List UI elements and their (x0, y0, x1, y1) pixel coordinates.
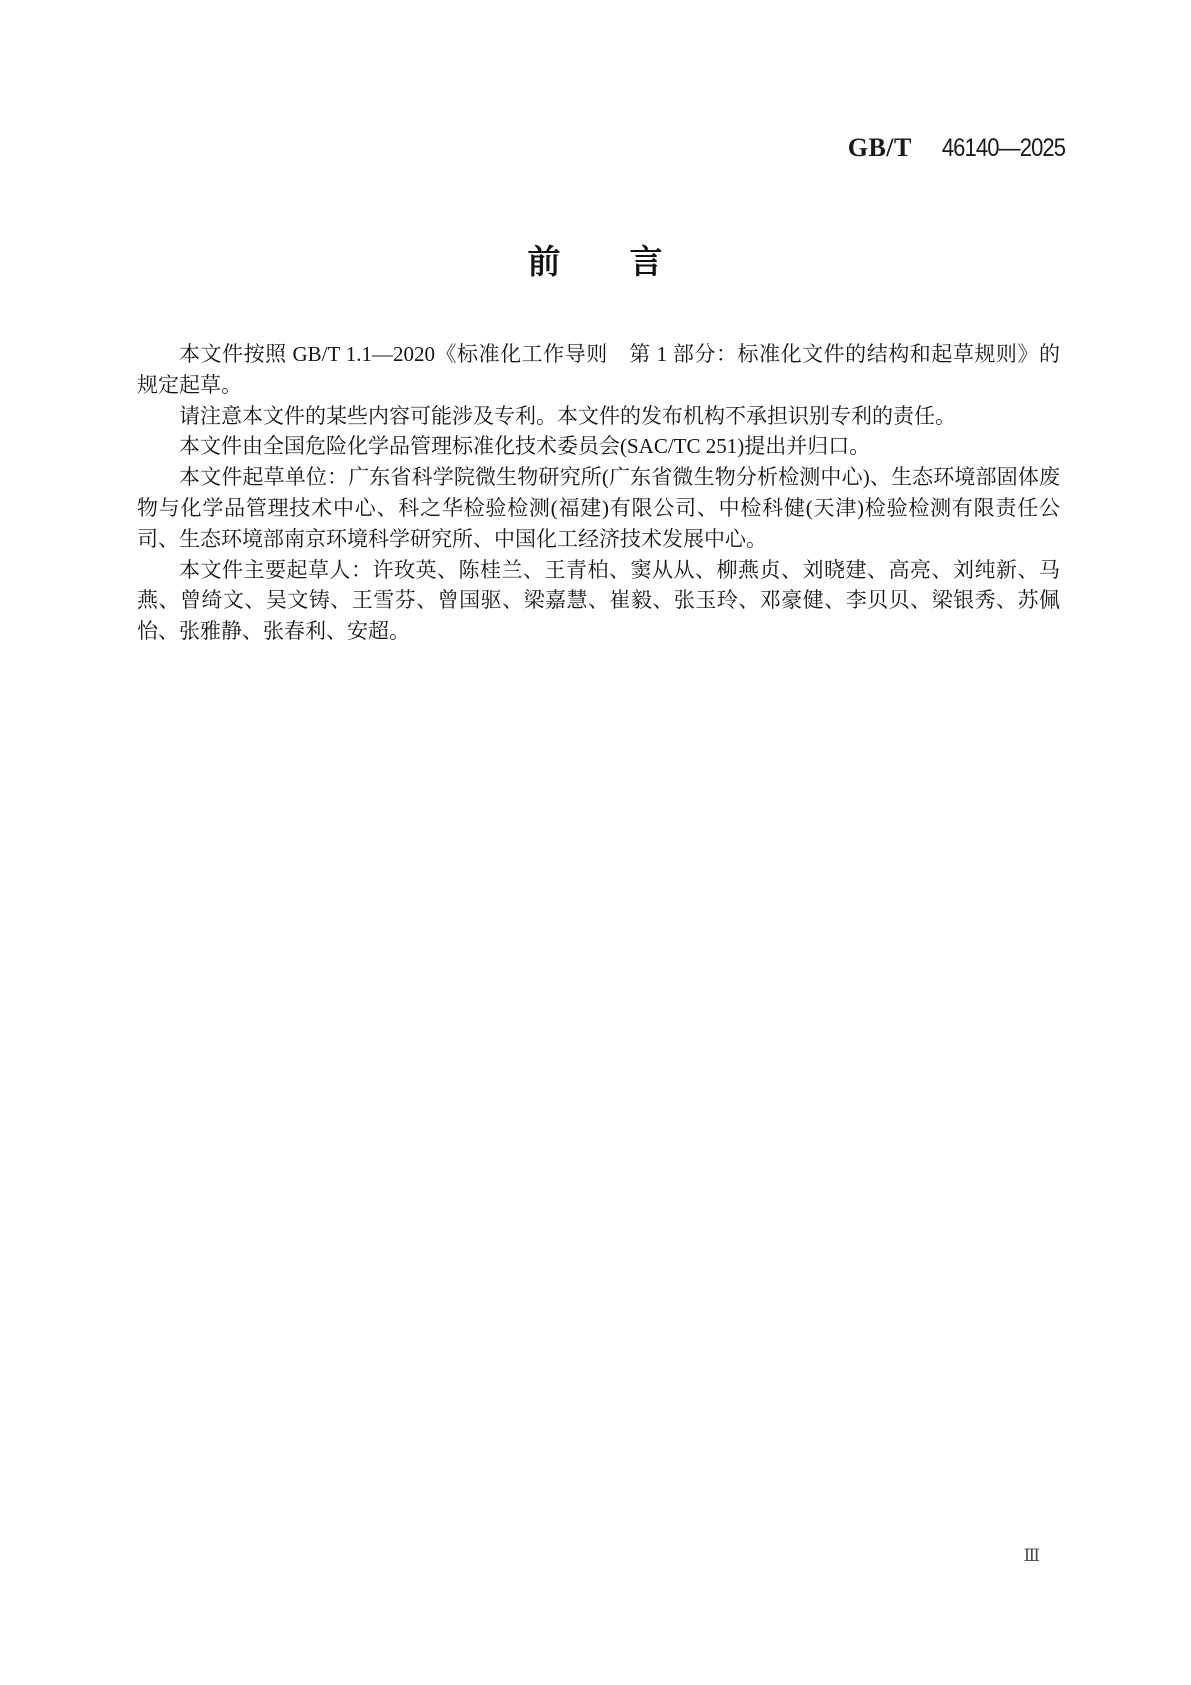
standard-code-number: 46140—2025 (941, 134, 1065, 162)
foreword-paragraph-drafting-organizations: 本文件起草单位：广东省科学院微生物研究所(广东省微生物分析检测中心)、生态环境部固体废物与化学品管理技术中心、科之华检验检测(福建)有限公司、中检科健(天津)检验检测有限责任公司、生态环境部南京环境科学研究所、中国化工经济技术发展中心。 (137, 465, 1060, 551)
foreword-title: 前 言 (527, 243, 664, 280)
standard-code (848, 133, 1065, 163)
foreword-paragraph-drafting-rules: 本文件按照 GB/T 1.1—2020《标准化工作导则 第 1 部分：标准化文件的结构和起草规则》的规定起草。 (137, 342, 1060, 397)
foreword-body (137, 339, 1060, 647)
foreword-paragraph-committee: 本文件由全国危险化学品管理标准化技术委员会(SAC/TC 251)提出并归口。 (179, 434, 871, 459)
foreword-paragraph-patent-notice: 请注意本文件的某些内容可能涉及专利。本文件的发布机构不承担识别专利的责任。 (179, 403, 956, 428)
page-number: Ⅲ (1023, 1546, 1040, 1565)
foreword-paragraph-drafters: 本文件主要起草人：许玫英、陈桂兰、王青柏、窦从从、柳燕贞、刘晓建、高亮、刘纯新、马燕、曾绮文、吴文铸、王雪芬、曾国驱、梁嘉慧、崔毅、张玉玲、邓豪健、李贝贝、梁银秀、苏佩怡、张雅静、张春利、安超。 (137, 557, 1060, 644)
standard-code-prefix: GB/T (847, 133, 912, 162)
